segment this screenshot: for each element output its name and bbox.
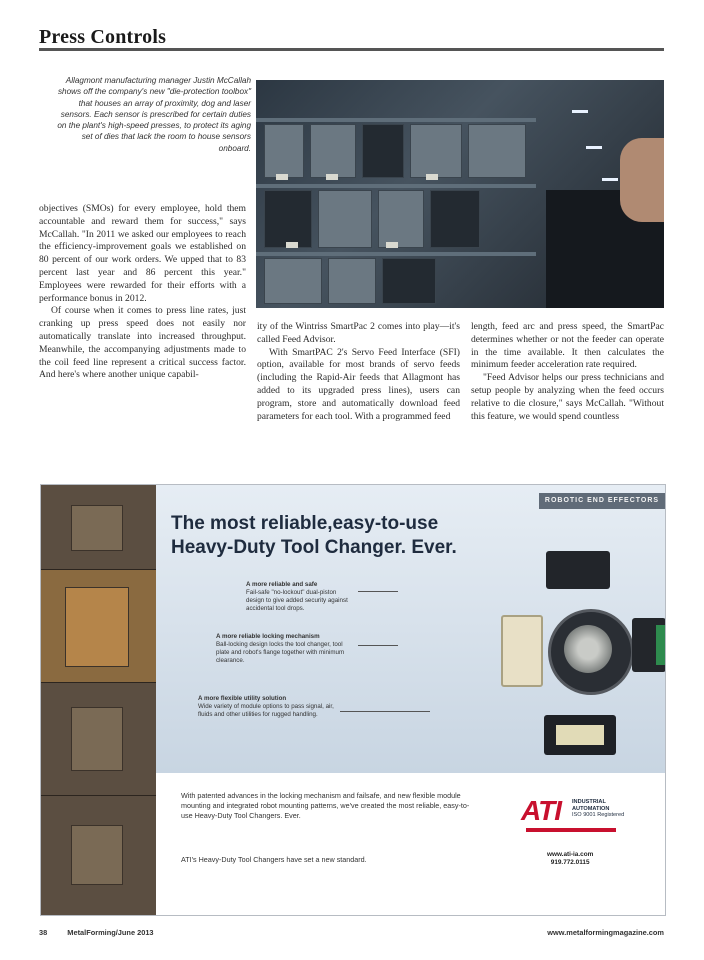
article-column-3 (471, 321, 664, 423)
ati-sub-line: INDUSTRIAL (572, 799, 606, 805)
advertisement[interactable] (40, 484, 666, 916)
ad-feature (246, 581, 356, 613)
ati-logo[interactable]: ATI (521, 795, 562, 826)
ad-feature-title: A more reliable locking mechanism (216, 633, 320, 640)
section-title: Press Controls (39, 26, 167, 48)
tool-changer-lock-image (564, 625, 612, 673)
magazine-issue: MetalForming/June 2013 (67, 928, 154, 937)
photo-caption: Allagmont manufacturing manager Justin McCallah shows off the company's new "die-protection toolbox" that houses an array of proximity, dog and laser sensors. Each sensor is prescribed for certain duties on the plant's high-speed presses, to protect its aging set of dies that lack the room to house sensors onboard. (57, 76, 251, 153)
ad-feature (216, 633, 356, 665)
ad-hero (156, 485, 665, 773)
ati-website-link[interactable]: www.ati-ia.com (547, 851, 594, 858)
paragraph: Of course when it comes to press line rates, just cranking up press speed does not easily nor automatically translate into increased throughput. Meanwhile, the accompanying adjustments made to the coil feed line represent a critical success factor. And here's where another unique capabil- (39, 305, 246, 381)
tool-changer-top-image (546, 551, 610, 589)
ad-tagline: ATI's Heavy-Duty Tool Changers have set a new standard. (181, 855, 367, 864)
ati-sub-line: ISO 9001 Registered (572, 812, 625, 818)
paragraph: ity of the Wintriss SmartPac 2 comes into play—it's called Feed Advisor. (257, 321, 460, 345)
ati-logo-subtitle (572, 799, 624, 819)
ati-phone: 919.772.0115 (550, 859, 590, 866)
ati-sub-line: AUTOMATION (572, 805, 610, 812)
ad-feature-title: A more flexible utility solution (198, 695, 287, 702)
paragraph: With SmartPAC 2's Servo Feed Interface (SFI) option, available for most brands of servo feeds (including the Rapid-Air feeds that Allagmont has added to its upgraded press lines), users can program, store and automatically download feed parameters for each tool. With a programmed feed (257, 346, 460, 422)
paragraph: "Feed Advisor helps our press technicians and setup people by analyzing when the feed occurs relative to die closure," says McCallah. "Without this feature, we would spend countless (471, 372, 664, 422)
article-column-2 (257, 321, 460, 423)
ad-feature-text: Ball-locking design locks the tool changer, tool plate and robot's flange together with minimum clearance. (216, 641, 345, 664)
ad-feature-text: Fail-safe "no-lockout" dual-piston design to give added security against accidental tool drops. (246, 589, 348, 612)
ad-body-text: With patented advances in the locking mechanism and failsafe, and new flexible module mounting and integrated robot mounting patterns, we've created the most reliable, easy-to-use Heavy-Duty Tool Changers. Ever. (181, 791, 470, 820)
ati-contact[interactable] (547, 851, 593, 867)
ad-feature-title: A more reliable and safe (246, 581, 318, 588)
ad-product-strip (41, 485, 156, 915)
page-number: 38 (39, 928, 48, 937)
paragraph: length, feed arc and press speed, the SmartPac determines whether or not the feeder can operate in the time available. It then calculates the minimum feeder acceleration rate required. (471, 321, 664, 371)
ati-accent-bar (526, 828, 616, 832)
ad-headline: The most reliable,easy-to-use Heavy-Duty Tool Changer. Ever. (171, 513, 457, 558)
footer-left (39, 928, 154, 937)
title-rule (39, 48, 664, 51)
ad-category-tag: ROBOTIC END EFFECTORS (539, 493, 665, 509)
tool-changer-plate-face-image (556, 725, 604, 745)
footer-website-link[interactable]: www.metalformingmagazine.com (547, 928, 664, 937)
article-column-1 (39, 203, 246, 382)
tool-changer-module-image (501, 615, 543, 687)
ad-feature (198, 695, 338, 719)
ad-feature-text: Wide variety of module options to pass signal, air, fluids and other utilities for rugged handling. (198, 703, 334, 718)
paragraph: objectives (SMOs) for every employee, hold them accountable and reward them for success," says McCallah. "In 2011 we asked our employees to reach the efficiency-improvement goals we established on 80 percent of our work orders. We upped that to 83 percent last year and 86 percent this year." Employees were rewarded for their efforts with a performance bonus in 2012. (39, 203, 246, 304)
article-photo (256, 80, 664, 308)
tool-changer-connector-image (656, 625, 666, 665)
